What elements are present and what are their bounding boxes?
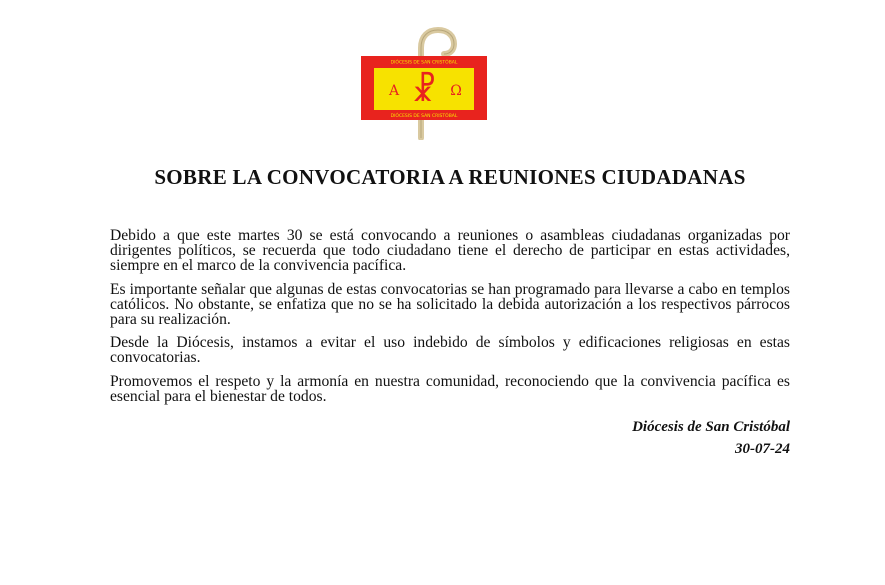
crozier-banner-icon <box>358 26 490 140</box>
signature-date: 30-07-24 <box>735 441 790 457</box>
paragraph-3: Desde la Diócesis, instamos a evitar el uso indebido de símbolos y edificaciones religiosas en estas convocatorias. <box>110 334 790 367</box>
paragraph-1: Debido a que este martes 30 se está convocando a reuniones o asambleas ciudadanas organizadas por dirigentes políticos, se recuerda que todo ciudadano tiene el derecho de participar en estas actividades, siempre en el marco de la convivencia pacífica. <box>110 227 790 275</box>
band-top-text: DIÓCESIS DE SAN CRISTÓBAL <box>390 60 458 66</box>
document-title: SOBRE LA CONVOCATORIA A REUNIONES CIUDADANAS <box>154 165 746 189</box>
alpha-symbol: Α <box>388 83 400 99</box>
document-body <box>110 228 790 412</box>
diocese-emblem <box>358 26 490 140</box>
signature-name: Diócesis de San Cristóbal <box>632 419 790 435</box>
signature-block <box>480 416 790 460</box>
paragraph-4: Promovemos el respeto y la armonía en nuestra comunidad, reconociendo que la convivencia pacífica es esencial para el bienestar de todos. <box>110 372 790 405</box>
chi-rho-icon: ☧ <box>411 71 437 109</box>
omega-symbol: Ω <box>450 83 462 99</box>
band-bottom-text: DIÓCESIS DE SAN CRISTÓBAL <box>390 114 458 119</box>
paragraph-2: Es importante señalar que algunas de estas convocatorias se han programado para llevarse a cabo en templos católicos. No obstante, se enfatiza que no se ha solicitado la debida autorización a los respectivos párrocos para su realización. <box>110 280 790 329</box>
